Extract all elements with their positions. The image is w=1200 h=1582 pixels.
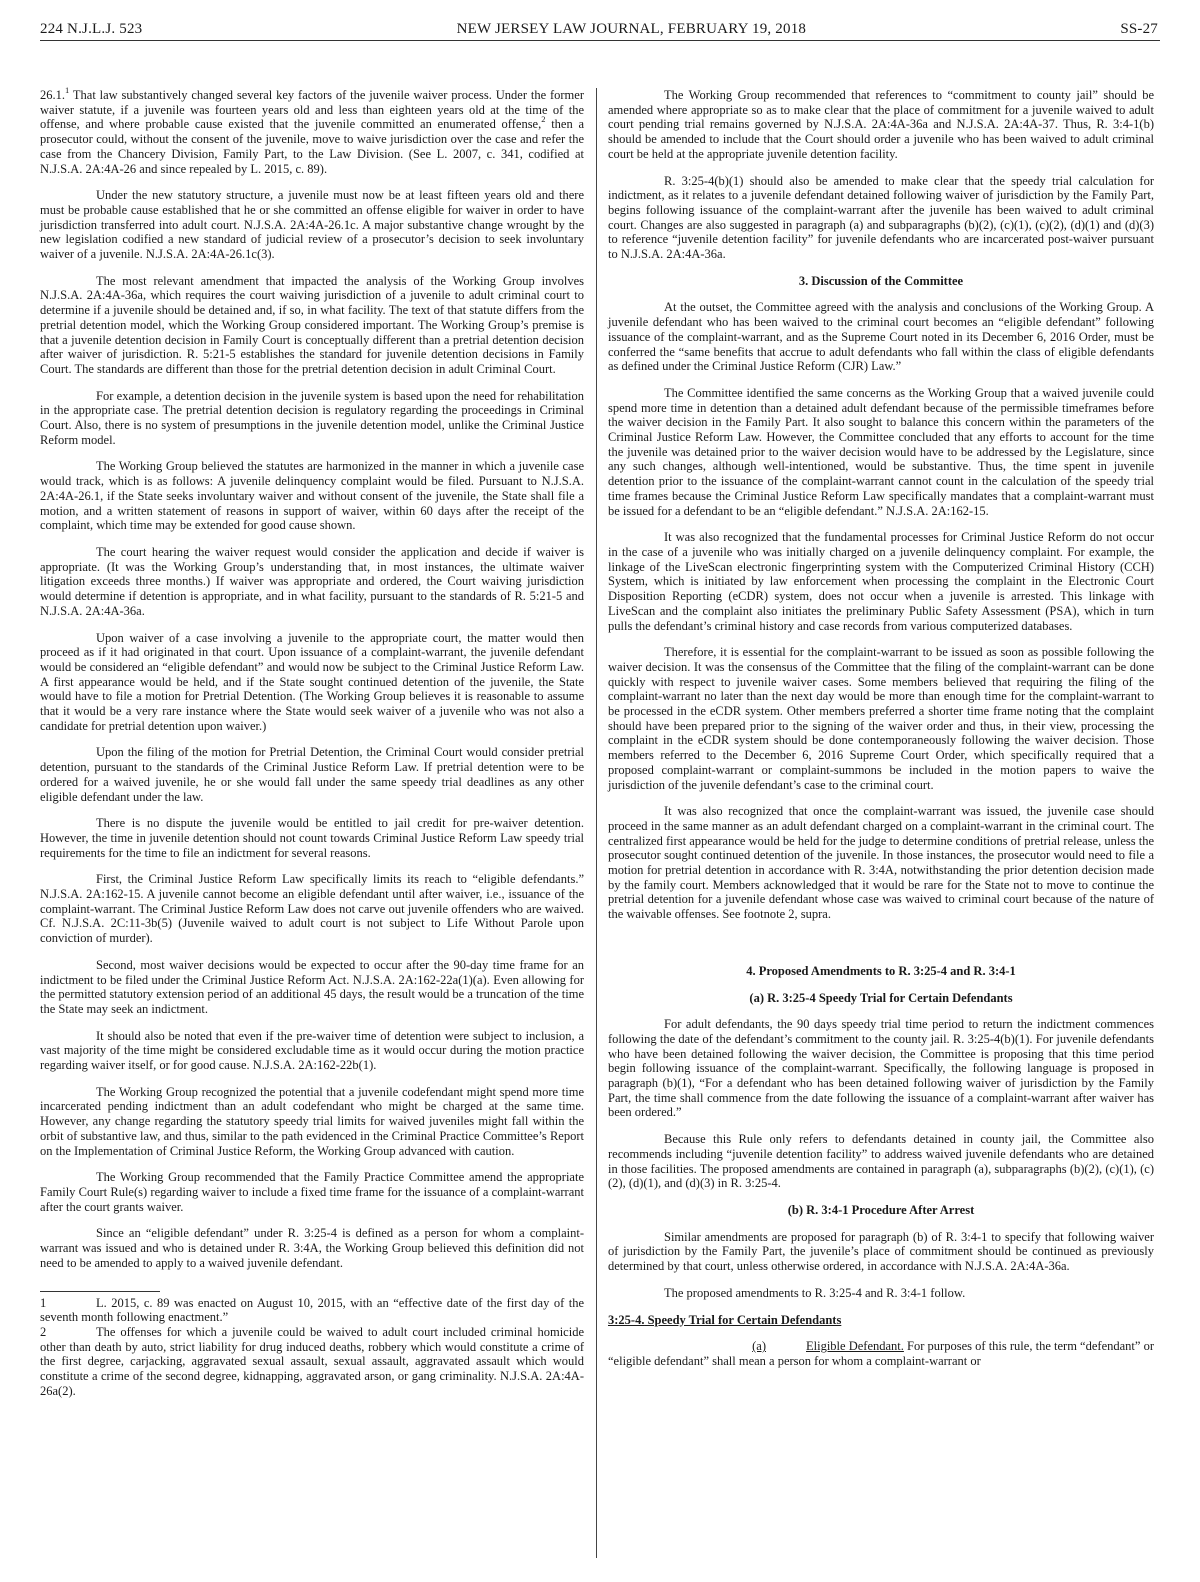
paragraph: For adult defendants, the 90 days speedy trial time period to return the indictment commences following the date of the defendant’s commitment to the county jail. R. 3:25-4(b)(1). For juvenile defendants who have been detained following the waiver decision, the Committee is proposing that this time period begin following issuance of the complaint-warrant. Specifically, the following language is proposed in paragraph (b)(1), “For a defendant who has been detained following waiver of jurisdiction by the Family Part, the time shall commence from the date following the issuance of a complaint-warrant after waiver has been ordered.” — [608, 1017, 1154, 1120]
paragraph: The Working Group believed the statutes are harmonized in the manner in which a juvenile case would track, which is as follows: A juvenile delinquency complaint would be filed. Pursuant to N.J.S.A. 2A:4A-26.1, if the State seeks involuntary waiver and without consent of the juvenile, the State shall file a motion, and a written statement of reasons in support of waiver, within 60 days after the receipt of the complaint, which time may be extended for good cause shown. — [40, 459, 584, 533]
rule-text — [608, 1339, 1154, 1368]
header-page-number: SS-27 — [1120, 21, 1158, 37]
paragraph-text: 26.1. — [40, 88, 65, 102]
rule-number: 3:25-4. — [608, 1312, 645, 1327]
rule-title: Speedy Trial for Certain Defendants — [644, 1312, 842, 1327]
paragraph: R. 3:25-4(b)(1) should also be amended to make clear that the speedy trial calculation for indictment, as it relates to a juvenile defendant detained following waiver of jurisdiction by the Family Part, begins following issuance of the complaint-warrant after the juvenile has been waived to adult criminal court. Changes are also suggested in paragraph (a) and subparagraphs (b)(2), (c)(1), (c)(2), (d)(1) and (d)(3) to reference “juvenile detention facility” for juvenile defendants who are incarcerated post-waiver pursuant to N.J.S.A. 2A:4A-36a. — [608, 173, 1154, 262]
footnote-divider — [40, 1291, 160, 1292]
paragraph: The Committee identified the same concerns as the Working Group that a waived juvenile could spend more time in detention than a detained adult defendant because of the permissible timeframes before the waiver decision in the Family Part. It also sought to balance this concern within the parameters of the Criminal Justice Reform Law. However, the Committee concluded that any efforts to account for the time the juvenile was detained prior to the waiver decision would have to be addressed by the Legislature, since any such changes, although well-intentioned, would be substantive. Thus, the time spent in juvenile detention prior to the issuance of the complaint-warrant cannot count in the calculation of the speedy trial time frames because the Criminal Justice Reform Law specifically mandates that a complaint-warrant must be issued for a defendant to be an “eligible defendant.” N.J.S.A. 2A:162-15. — [608, 385, 1154, 518]
paragraph: For example, a detention decision in the juvenile system is based upon the need for rehabilitation in the appropriate case. The pretrial detention decision is regulatory regarding the proceedings in Criminal Court. Also, there is no system of presumptions in the juvenile detention model, unlike the Criminal Justice Reform model. — [40, 388, 584, 447]
paragraph: Since an “eligible defendant” under R. 3:25-4 is defined as a person for whom a complaint-warrant was issued and who is detained under R. 3:4A, the Working Group believed this definition did not need to be amended to apply to a waived juvenile defendant. — [40, 1226, 584, 1270]
subparagraph-title: Eligible Defendant. — [806, 1339, 904, 1354]
paragraph — [40, 85, 584, 176]
header-citation: 224 N.J.L.J. 523 — [40, 21, 143, 37]
footnote-2 — [40, 1325, 584, 1399]
left-column — [40, 85, 584, 1398]
paragraph: The most relevant amendment that impacted the analysis of the Working Group involves N.J.S.A. 2A:4A-36a, which requires the court waiving jurisdiction of a juvenile to adult criminal court to determine if a juvenile should be detained and, if so, in what facility. The text of that statute differs from the pretrial detention model, which the Working Group considered important. The Working Group’s premise is that a juvenile detention decision in Family Court is conceptually different than a pretrial detention decision after waiver of jurisdiction. R. 5:21-5 establishes the standard for juvenile detention decisions in Family Court. The standards are different than those for the pretrial detention decision in adult Criminal Court. — [40, 273, 584, 376]
paragraph-text: That law substantively changed several key factors of the juvenile waiver process. Under the former waiver statute, if a juvenile was fourteen years old and less than eighteen years old at the time of the offense, and where probable cause existed that the juvenile committed an enumerated offense, — [40, 88, 584, 132]
paragraph: Upon waiver of a case involving a juvenile to the appropriate court, the matter would then proceed as if it had originated in that court. Upon issuance of a complaint-warrant, the juvenile defendant would be considered an “eligible defendant” and would now be subject to the Criminal Justice Reform Law. A first appearance would be held, and if the State sought continued detention of the juvenile, the State would have to file a motion for Pretrial Detention. (The Working Group believes it is reasonable to assume that it would be a very rare instance where the State would seek waiver of a juvenile who was not also a candidate for pretrial detention upon waiver.) — [40, 630, 584, 733]
paragraph: The court hearing the waiver request would consider the application and decide if waiver is appropriate. (It was the Working Group’s understanding that, in most instances, the ultimate waiver litigation exceeds three months.) If waiver was appropriate and ordered, the Court waiving jurisdiction would determine if detention is appropriate, and in what facility, pursuant to the standards of R. 5:21-5 and N.J.S.A. 2A:4A-36a. — [40, 544, 584, 618]
paragraph-text: then a prosecutor could, without the consent of the juvenile, move to waive jurisdiction over the case and refer the case from the Chancery Division, Family Part, to the Law Division. (See L. 2007, c. 341, codified at N.J.S.A. 2A:4A-26 and since repealed by L. 2015, c. 89). — [40, 117, 584, 176]
paragraph: It should also be noted that even if the pre-waiver time of detention were subject to inclusion, a vast majority of the time might be considered excludable time as it would occur during the motion practice regarding waiver itself, or for good cause. N.J.S.A. 2A:162-22b(1). — [40, 1028, 584, 1073]
right-column — [608, 88, 1154, 1381]
paragraph: Upon the filing of the motion for Pretrial Detention, the Criminal Court would consider pretrial detention, pursuant to the standards of the Criminal Justice Reform Law. If pretrial detention were to be ordered for a waived juvenile, he or she would fall under the same speedy trial deadlines as any other eligible defendant under the law. — [40, 745, 584, 804]
subsection-heading: (a) R. 3:25-4 Speedy Trial for Certain Defendants — [749, 990, 1013, 1005]
footnote-ref-2: 2 — [541, 114, 546, 125]
column-divider — [596, 88, 597, 1558]
paragraph: Second, most waiver decisions would be expected to occur after the 90-day time frame for an indictment to be filed under the Criminal Justice Reform Act. N.J.S.A. 2A:162-22a(1)(a). Even allowing for the permitted statutory extension period of an additional 45 days, the result would be a truncation of the time the State may seek an indictment. — [40, 957, 584, 1016]
paragraph: Similar amendments are proposed for paragraph (b) of R. 3:4-1 to specify that following waiver of jurisdiction by the Family Part, the juvenile’s place of commitment should be continued as previously determined by that court, unless otherwise ordered, in accordance with N.J.S.A. 2A:4A-36a. — [608, 1229, 1154, 1274]
subparagraph-label: (a) — [752, 1339, 766, 1354]
footnote-number: 2 — [40, 1324, 47, 1339]
paragraph: The Working Group recognized the potential that a juvenile codefendant might spend more time incarcerated pending indictment than an adult codefendant who might be charged at the same time. However, any change regarding the statutory speedy trial limits for waived juveniles might fall within the orbit of substantive law, and thus, similar to the path evidenced in the Criminal Practice Committee’s Report on the Implementation of Criminal Justice Reform, the Working Group advanced with caution. — [40, 1084, 584, 1158]
paragraph: There is no dispute the juvenile would be entitled to jail credit for pre-waiver detention. However, the time in juvenile detention should not count towards Criminal Justice Reform Law speedy trial requirements for the time to file an indictment for several reasons. — [40, 816, 584, 860]
paragraph: The Working Group recommended that references to “commitment to county jail” should be amended where appropriate so as to make clear that the place of commitment for a juvenile waived to adult court pending trial remains governed by N.J.S.A. 2A:4A-36a and N.J.S.A. 2A:4A-37. Thus, R. 3:4-1(b) should be amended to include that the Court should order a juvenile who has been waived to adult criminal court be held at the appropriate juvenile detention facility. — [608, 88, 1154, 161]
subparagraph-text: For purposes of this rule, the term “defendant” or “eligible defendant” shall mean a person for whom a complaint-warrant or — [608, 1339, 1154, 1368]
rule-section-title — [608, 1313, 1154, 1328]
paragraph: At the outset, the Committee agreed with the analysis and conclusions of the Working Group. A juvenile defendant who has been waived to the criminal court becomes an “eligible defendant” following issuance of the complaint-warrant, and as the Supreme Court noted in its December 6, 2016 Order, must be conferred the “same benefits that accrue to adult defendants who fall within the class of eligible defendants as defined under the Criminal Justice Reform (CJR) Law.” — [608, 300, 1154, 374]
section-heading: 3. Discussion of the Committee — [798, 273, 964, 288]
running-header — [40, 14, 1158, 38]
header-rule — [40, 40, 1160, 41]
section-heading: 4. Proposed Amendments to R. 3:25-4 and R. 3:4-1 — [746, 963, 1016, 978]
paragraph: It was also recognized that once the complaint-warrant was issued, the juvenile case should proceed in the same manner as an adult defendant charged on a complaint-warrant in the criminal court. The centralized first appearance would be held for the judge to determine conditions of pretrial release, unless the prosecutor sought continued detention of the juvenile. In those instances, the prosecutor would need to file a motion for pretrial detention in accordance with R. 3:4A, notwithstanding the prior detention decision made by the family court. Members acknowledged that it would be rare for the State not to move to continue the pretrial detention for a juvenile defendant whose case was waived to criminal court because of the nature of the waivable offenses. See footnote 2, supra. — [608, 804, 1154, 922]
footnote-text: The offenses for which a juvenile could be waived to adult court included criminal homicide other than death by auto, strict liability for drug induced deaths, robbery which would constitute a crime of the first degree, carjacking, aggravated sexual assault, sexual assault, aggravated assault which would constitute a crime of the second degree, kidnapping, aggravated arson, or gang criminality. N.J.S.A. 2A:4A-26a(2). — [40, 1324, 584, 1398]
paragraph: First, the Criminal Justice Reform Law specifically limits its reach to “eligible defendants.” N.J.S.A. 2A:162-15. A juvenile cannot become an eligible defendant until after waiver, i.e., issuance of the complaint-warrant. The Criminal Justice Reform Law does not carve out juvenile offenders who are waived. Cf. N.J.S.A. 2C:11-3b(5) (Juvenile waived to adult court is not subject to Life Without Parole upon conviction of murder). — [40, 872, 584, 946]
footnote-1 — [40, 1296, 584, 1325]
footnote-number: 1 — [40, 1295, 47, 1310]
footnote-ref-1: 1 — [65, 85, 70, 95]
header-journal-date: NEW JERSEY LAW JOURNAL, FEBRUARY 19, 2018 — [456, 21, 807, 37]
paragraph: Because this Rule only refers to defendants detained in county jail, the Committee also recommends including “juvenile detention facility” to address waived juvenile defendants who are detained in those facilities. The proposed amendments are contained in paragraph (a), subparagraphs (b)(2), (c)(1), (c)(2), (d)(1), and (d)(3) in R. 3:25-4. — [608, 1132, 1154, 1191]
paragraph: It was also recognized that the fundamental processes for Criminal Justice Reform do not occur in the case of a juvenile who was initially charged on a juvenile delinquency complaint. For example, the linkage of the LiveScan electronic fingerprinting system with the Computerized Criminal History (CCH) System, which is initiated by law enforcement when processing the complaint in the Electronic Court Disposition Reporting (eCDR) system, does not occur when a juvenile is arrested. This linkage with LiveScan and the complaint also initiates the preliminary Public Safety Assessment (PSA), which in turn pulls the defendant’s criminal history and case records from various computerized databases. — [608, 530, 1154, 633]
paragraph: Under the new statutory structure, a juvenile must now be at least fifteen years old and there must be probable cause established that he or she committed an offense eligible for waiver in order to have jurisdiction transferred into adult court. N.J.S.A. 2A:4A-26.1c. A major substantive change wrought by the new legislation codified a new standard of judicial review of a prosecutor’s decision to seek involuntary waiver of a juvenile. N.J.S.A. 2A:4A-26.1c(3). — [40, 188, 584, 262]
footnote-text: L. 2015, c. 89 was enacted on August 10, 2015, with an “effective date of the first day of the seventh month following enactment.” — [40, 1295, 584, 1325]
paragraph: The Working Group recommended that the Family Practice Committee amend the appropriate Family Court Rule(s) regarding waiver to include a fixed time frame for the issuance of a complaint-warrant after the court grants waiver. — [40, 1170, 584, 1214]
paragraph: Therefore, it is essential for the complaint-warrant to be issued as soon as possible following the waiver decision. It was the consensus of the Committee that the filing of the complaint-warrant can be done quickly with respect to juvenile waiver cases. Some members believed that requiring the filing of the complaint-warrant no later than the next day would be more than enough time for the complaint-warrant to be processed in the eCDR system. Other members preferred a shorter time frame noting that the complaint should have been prepared prior to the signing of the waiver order and thus, in their view, processing the complaint in the eCDR system should be done contemporaneously following the waiver decision. Those members referred to the December 6, 2016 Supreme Court Order, which specifically required that a proposed complaint-warrant or complaint-summons be included in the motion papers to waive the jurisdiction of the juvenile defendant’s case to the criminal court. — [608, 645, 1154, 792]
paragraph: The proposed amendments to R. 3:25-4 and R. 3:4-1 follow. — [664, 1285, 966, 1300]
subsection-heading: (b) R. 3:4-1 Procedure After Arrest — [787, 1203, 975, 1217]
spacer — [608, 934, 1154, 964]
